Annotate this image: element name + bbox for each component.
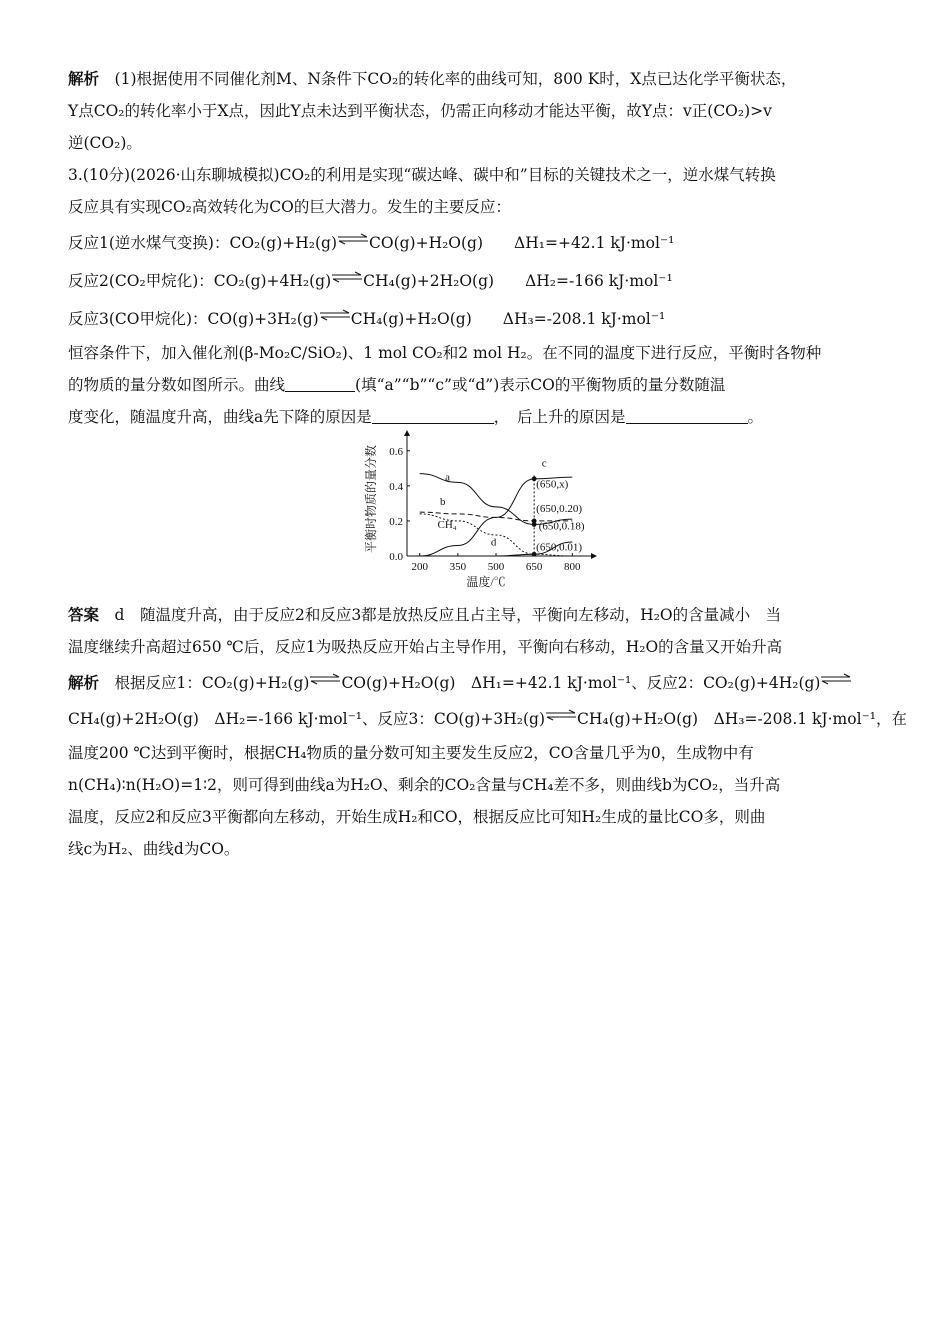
point-annotation: (650,0.01) [536,541,583,554]
question-3-line-1: 3.(10分)(2026·山东聊城模拟)CO₂的利用是实现“碳达峰、碳中和”目标的关键技术之一，逆水煤气转换 [68,166,776,184]
analysis-line-1: 解析 根据反应1：CO₂(g)+H₂(g) CO(g)+H₂O(g) ΔH₁=+42.1 kJ·mol⁻¹、反应2：CO₂(g)+4H₂(g) [68,672,883,694]
y-tick-label: 0.4 [389,480,403,493]
point-annotation: (650,0.20) [536,503,583,516]
analysis-line-2: CH₄(g)+2H₂O(g) ΔH₂=-166 kJ·mol⁻¹、反应3：CO(g)+3H₂(g) CH₄(g)+H₂O(g) ΔH₃=-208.1 kJ·mol⁻¹，在 [68,710,907,728]
equilibrium-chart [355,430,600,595]
answer-label: 答案 [68,606,100,624]
reaction-2: 反应2(CO₂甲烷化)：CO₂(g)+4H₂(g) CH₄(g)+2H₂O(g) ΔH₂=-166 kJ·mol⁻¹ [68,272,673,290]
answer-blank-decrease-reason[interactable] [372,407,494,424]
analysis-line-4: n(CH₄)∶n(H₂O)=1∶2，则可得到曲线a为H₂O、剩余的CO₂含量与CH₄差不多，则曲线b为CO₂，当升高 [68,776,781,794]
x-tick-label: 200 [411,561,428,573]
equilibrium-arrow-icon [309,673,341,685]
answer-line-2: 温度继续升高超过650 ℃后，反应1为吸热反应开始占主导作用，平衡向右移动，H₂O的含量又开始升高 [68,638,783,656]
series-label: b [440,496,446,509]
reaction-1: 反应1(逆水煤气变换)：CO₂(g)+H₂(g) CO(g)+H₂O(g) ΔH₁=+42.1 kJ·mol⁻¹ [68,234,675,252]
x-tick-label: 800 [564,561,581,573]
point-annotation: (650,0.18) [538,520,585,533]
answer-line-1: 答案 d 随温度升高，由于反应2和反应3都是放热反应且占主导，平衡向左移动，H₂O的含量减小 当 [68,606,782,624]
series-label: CH₄ [437,518,457,531]
analysis-label: 解析 [68,674,100,692]
x-tick-label: 650 [525,561,543,573]
equilibrium-arrow-icon [545,709,577,721]
question-3-line-7: 的物质的量分数如图所示。曲线 (填“a”“b”“c”或“d”)表示CO的平衡物质的量分数随温 [68,376,726,394]
analysis-line-3: 温度200 ℃达到平衡时，根据CH₄物质的量分数可知主要发生反应2，CO含量几乎为0，生成物中有 [68,744,754,762]
prev-analysis-line-1: 解析 (1)根据使用不同催化剂M、N条件下CO₂的转化率的曲线可知，800 K时，X点已达化学平衡状态， [68,70,797,88]
prev-analysis-line-2: Y点CO₂的转化率小于X点，因此Y点未达到平衡状态，仍需正向移动才能达平衡，故Y点：v正(CO₂)>v [68,102,772,120]
series-label: d [490,536,497,549]
y-axis-label: 平衡时物质的量分数 [364,444,378,554]
data-point-650 [532,522,537,527]
y-axis-arrow-icon [404,430,410,436]
series-label: a [445,471,451,484]
x-axis-label: 温度/℃ [466,575,506,589]
answer-blank-increase-reason[interactable] [626,407,748,424]
y-tick-label: 0.0 [389,551,403,563]
analysis-line-6: 线c为H₂、曲线d为CO。 [68,840,240,858]
reaction-3: 反应3(CO甲烷化)：CO(g)+3H₂(g) CH₄(g)+H₂O(g) ΔH₃=-208.1 kJ·mol⁻¹ [68,310,666,328]
equilibrium-arrow-icon [820,673,852,685]
y-tick-label: 0.6 [389,445,403,458]
equilibrium-arrow-icon [331,271,363,283]
x-tick-label: 350 [449,561,467,573]
question-3-line-2: 反应具有实现CO₂高效转化为CO的巨大潜力。发生的主要反应： [68,198,511,216]
x-axis-arrow-icon [591,553,597,559]
x-tick-label: 500 [487,561,505,573]
series-label: c [541,457,547,470]
analysis-line-5: 温度，反应2和反应3平衡都向左移动，开始生成H₂和CO，根据反应比可知H₂生成的量比CO多，则曲 [68,808,766,826]
analysis-label: 解析 [68,70,100,88]
point-annotation: (650,x) [536,478,569,491]
answer-blank-curve[interactable] [285,375,355,392]
y-tick-label: 0.2 [389,515,403,528]
prev-analysis-line-3: 逆(CO₂)。 [68,134,142,152]
equilibrium-arrow-icon [337,233,369,245]
question-3-line-8: 度变化，随温度升高，曲线a先下降的原因是 ， 后上升的原因是 。 [68,408,764,426]
question-3-line-6: 恒容条件下，加入催化剂(β-Mo₂C/SiO₂)、1 mol CO₂和2 mol H₂。在不同的温度下进行反应，平衡时各物种 [68,344,822,362]
equilibrium-arrow-icon [319,309,351,321]
